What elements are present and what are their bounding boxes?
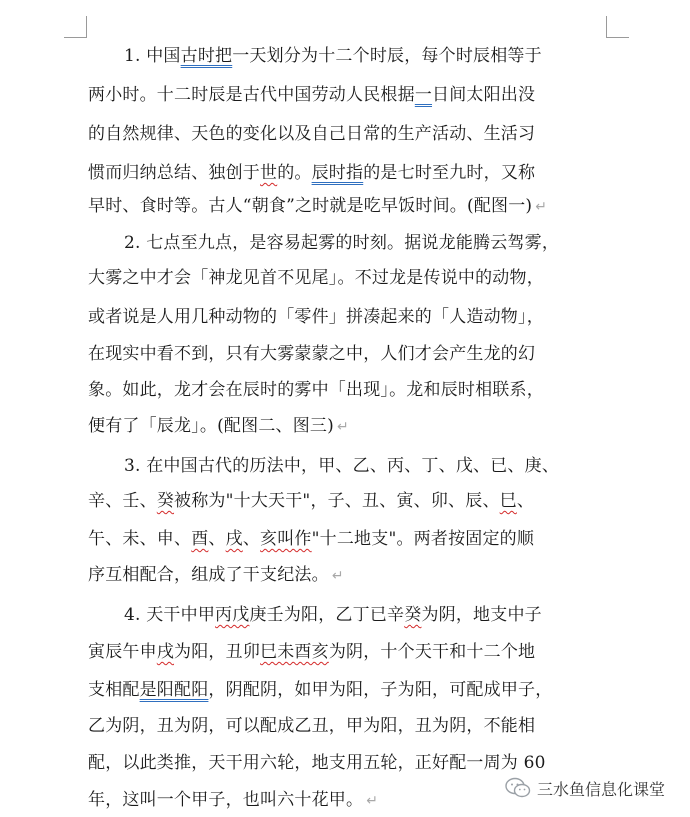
text-run: 配，以此类推，天干用六轮，地支用五轮，正好配一周为 60 xyxy=(88,753,546,773)
text-run: 辛、壬、 xyxy=(88,491,157,511)
text-run: 为阴，十个天干和十二个地 xyxy=(328,642,536,662)
paragraph-3-line xyxy=(88,525,608,553)
spelling-mark: 世 xyxy=(260,163,278,183)
spelling-mark: 酉 xyxy=(191,529,209,549)
spelling-mark: 巳未酉亥 xyxy=(260,642,329,662)
text-run: 的。 xyxy=(277,163,312,183)
text-run: 3. 在中国古代的历法中，甲、乙、丙、丁、戊、已、庚、 xyxy=(124,456,560,476)
paragraph-2-line xyxy=(88,303,608,331)
paragraph-4-line xyxy=(88,712,608,740)
paragraph-4-line xyxy=(88,638,608,666)
paragraph-1-line xyxy=(88,192,608,220)
margin-mark-top-right xyxy=(606,16,607,38)
paragraph-2-line xyxy=(88,340,608,368)
margin-mark-top-left xyxy=(64,37,87,38)
text-run: 、 xyxy=(516,491,535,511)
text-run: 惯而归纳总结、独创于 xyxy=(88,163,260,183)
paragraph-3-line xyxy=(88,561,608,589)
paragraph-1-line xyxy=(124,42,608,70)
spelling-mark: 丙戊 xyxy=(215,605,250,625)
spelling-mark: 癸 xyxy=(156,491,175,511)
text-run: 的自然规律、天色的变化以及自己日常的生产活动、生活习 xyxy=(88,124,536,144)
text-run: "十二地支"。两者按固定的顺 xyxy=(311,529,535,549)
grammar-mark: 古时把 xyxy=(180,46,233,66)
text-run: 早时、食时等。古人“朝食”之时就是吃早饭时间。(配图一) xyxy=(88,196,533,216)
text-run: ，阴配阴，如甲为阳，子为阳，可配成甲子， xyxy=(208,680,553,700)
paragraph-1-line xyxy=(88,120,608,148)
paragraph-2-line xyxy=(124,229,608,257)
wechat-icon xyxy=(505,777,531,799)
watermark-text: 三水鱼信息化课堂 xyxy=(537,779,666,799)
spelling-mark: 戌 xyxy=(225,529,243,549)
spelling-mark: 癸 xyxy=(404,605,422,625)
paragraph-4-line xyxy=(88,676,608,704)
spelling-mark: 巳 xyxy=(499,491,517,511)
paragraph-2-line xyxy=(88,264,608,292)
paragraph-4-line xyxy=(88,749,608,777)
text-run: 为阳，丑卯 xyxy=(174,642,261,662)
paragraph-1-line xyxy=(88,159,608,187)
grammar-mark: 是阳配阳 xyxy=(139,680,209,700)
paragraph-2-line xyxy=(88,376,608,404)
paragraph-mark-icon: ↵ xyxy=(336,419,349,435)
text-run: 的是七时至九时，又称 xyxy=(363,163,536,183)
text-run: 午、未、申、 xyxy=(88,529,192,549)
text-run: 年，这叫一个甲子，也叫六十花甲。 xyxy=(88,790,364,810)
text-run: 大雾之中才会「神龙见首不见尾」。不过龙是传说中的动物， xyxy=(88,268,544,288)
margin-mark-top-right xyxy=(606,37,629,38)
paragraph-mark-icon: ↵ xyxy=(366,793,379,809)
text-run: 庚壬为阳，乙丁已辛 xyxy=(249,605,405,625)
grammar-mark: 辰时指 xyxy=(311,163,364,183)
paragraph-mark-icon: ↵ xyxy=(535,199,548,215)
text-run: 两小时。十二时辰是古代中国劳动人民根据 xyxy=(88,85,415,105)
text-run: 为阴，地支中子 xyxy=(421,605,542,625)
text-run: 乙为阴，丑为阴，可以配成乙丑，甲为阳，丑为阴，不能相 xyxy=(88,716,536,736)
margin-mark-top-left xyxy=(86,16,87,38)
text-run: 或者说是人用几种动物的「零件」拼凑起来的「人造动物」， xyxy=(88,307,544,327)
text-run: 寅辰午申 xyxy=(88,642,157,662)
text-run: 、 xyxy=(242,529,261,549)
text-run: 被称为"十大天干"，子、丑、寅、卯、辰、 xyxy=(174,491,500,511)
paragraph-2-line xyxy=(88,412,608,440)
text-run: 支相配 xyxy=(88,680,140,700)
text-run: 便有了「辰龙」。(配图二、图三) xyxy=(88,416,334,436)
text-run: 在现实中看不到，只有大雾蒙蒙之中，人们才会产生龙的幻 xyxy=(88,344,536,364)
text-run: 序互相配合，组成了干支纪法。 xyxy=(88,565,329,585)
spelling-mark: 亥叫作 xyxy=(260,529,312,549)
grammar-mark: 一 xyxy=(414,85,433,105)
text-run: 、 xyxy=(208,529,226,549)
text-run: 2. 七点至九点，是容易起雾的时刻。据说龙能腾云驾雾， xyxy=(124,233,560,253)
paragraph-3-line xyxy=(124,452,608,480)
text-run: 一天划分为十二个时辰，每个时辰相等于 xyxy=(232,46,542,66)
text-run: 4. 天干中甲 xyxy=(124,605,216,625)
paragraph-mark-icon: ↵ xyxy=(331,568,344,584)
paragraph-4-line xyxy=(124,601,608,629)
text-run: 1. 中国 xyxy=(124,46,181,66)
paragraph-1-line xyxy=(88,81,608,109)
text-run: 象。如此，龙才会在辰时的雾中「出现」。龙和辰时相联系， xyxy=(88,380,544,400)
text-run: 日间太阳出没 xyxy=(432,85,536,105)
spelling-mark: 戌 xyxy=(156,642,175,662)
watermark xyxy=(505,775,665,801)
paragraph-3-line xyxy=(88,487,608,515)
